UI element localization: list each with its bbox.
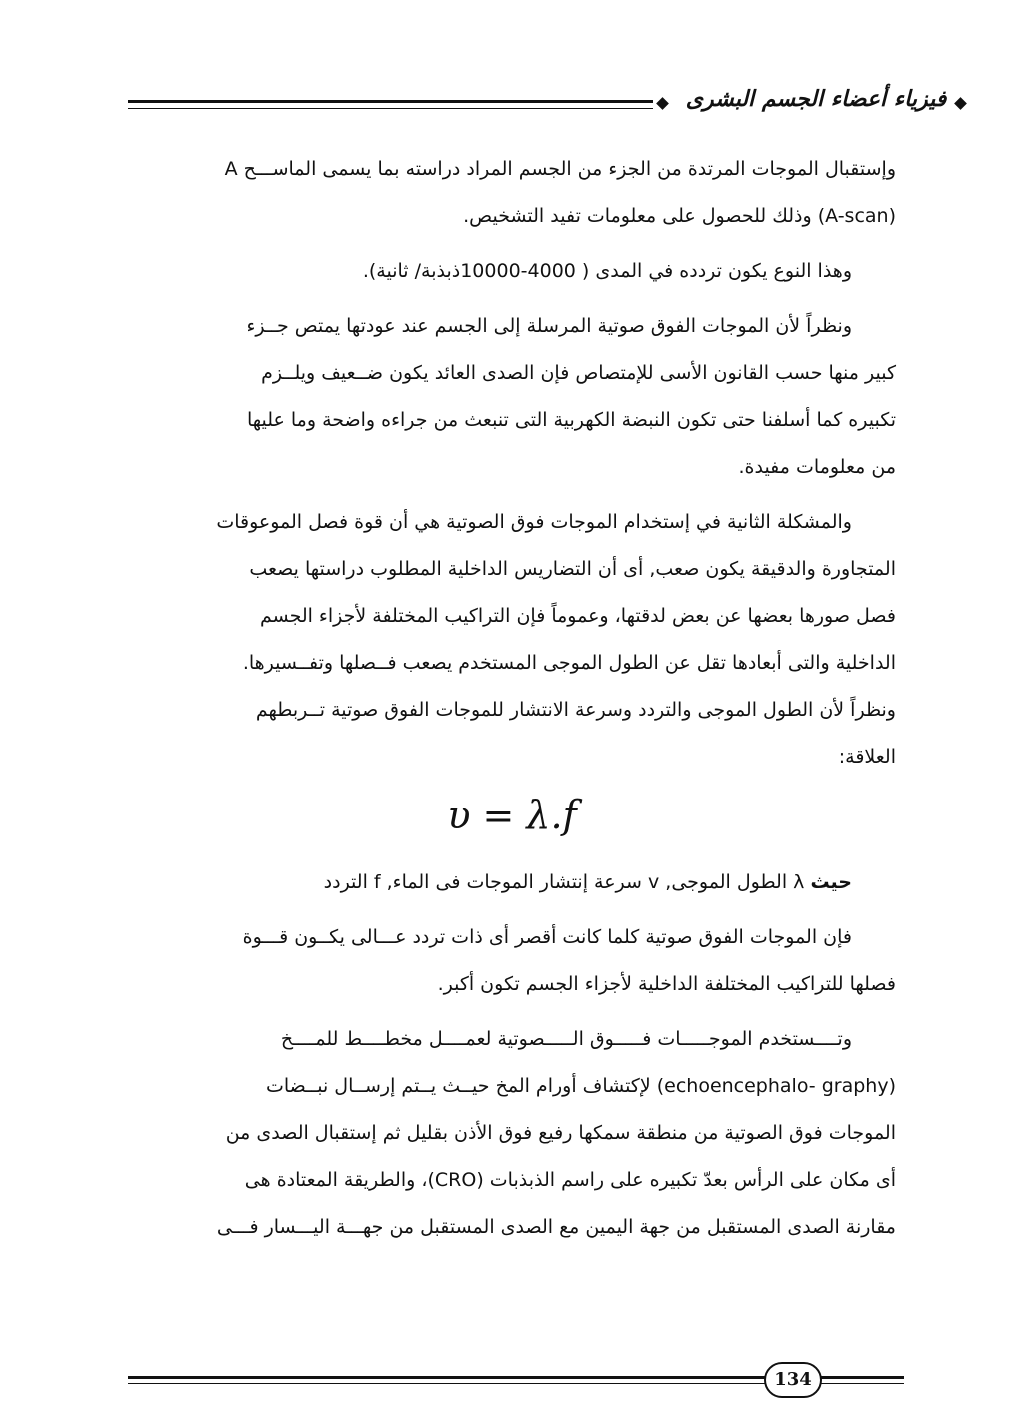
paragraph-line: ونظراً لأن الموجات الفوق صوتية المرسلة إلى الجسم عند عودتها يمتص جــزء <box>246 315 852 337</box>
page-number: 134 <box>764 1362 822 1398</box>
paragraph-line: فإن الموجات الفوق صوتية كلما كانت أقصر أى ذات تردد عـــالى يكــون قـــوة <box>242 926 852 948</box>
paragraph-line: وإستقبال الموجات المرتدة من الجزء من الجسم المراد دراسته بما يسمى الماســـح A <box>224 158 896 180</box>
paragraph-line: والمشكلة الثانية في إستخدام الموجات فوق الصوتية هي أن قوة فصل الموعوقات <box>216 511 852 533</box>
paragraph-line: المتجاورة والدقيقة يكون صعب, أى أن التضاريس الداخلية المطلوب دراستها يصعب <box>249 558 896 580</box>
paragraph-line: وتــــستخدم الموجـــــات فـــــوق الـــــصوتية لعمــــل مخطــــط للمــــخ <box>280 1028 852 1050</box>
paragraph-line: أى مكان على الرأس بعدّ تكبيره على راسم الذبذبات (CRO)، والطريقة المعتادة هى <box>244 1169 896 1191</box>
page-footer <box>128 1362 904 1412</box>
header-rule-left-thin <box>128 108 383 109</box>
header-rule-mid-thin <box>383 108 653 109</box>
paragraph-line: فصلها للتراكيب المختلفة الداخلية لأجزاء الجسم تكون أكبر. <box>437 973 896 995</box>
paragraph-line: (echoencephalo- graphy) لإكتشاف أورام المخ حيــث يــتم إرســال نبــضات <box>265 1075 896 1097</box>
definition-line <box>128 859 896 906</box>
paragraph-line: مقارنة الصدى المستقبل من جهة اليمين مع الصدى المستقبل من جهـــة اليـــسار فـــى <box>216 1216 896 1238</box>
paragraph-line: الداخلية والتى أبعادها تقل عن الطول الموجى المستخدم يصعب فــصلها وتفــسيرها. <box>242 652 896 674</box>
page-body <box>128 146 896 1251</box>
paragraph-line: ونظراً لأن الطول الموجى والتردد وسرعة الانتشار للموجات الفوق صوتية تــربطهم <box>255 699 896 721</box>
header-rule-left-thick <box>128 100 383 103</box>
paragraph-line: وهذا النوع يكون تردده في المدى ( 4000-10000ذبذبة/ ثانية). <box>362 260 852 282</box>
header-title: فيزياء أعضاء الجسم البشرى <box>685 86 947 112</box>
paragraph-line: تكبيره كما أسلفنا حتى تكون النبضة الكهربية التى تنبعث من جراءه واضحة وما عليها <box>246 409 896 431</box>
header-diamond-right <box>954 97 967 110</box>
formula: υ = λ.f <box>447 793 577 837</box>
paragraph-line: العلاقة: <box>838 746 896 768</box>
definition-text: λ الطول الموجى, v سرعة إنتشار الموجات فى الماء, f التردد <box>323 871 805 893</box>
header-rule-mid-thick <box>383 100 653 103</box>
paragraph-line: (A-scan) وذلك للحصول على معلومات تفيد التشخيص. <box>463 205 896 227</box>
definition-keyword: حيث <box>810 871 852 893</box>
paragraph-line: فصل صورها بعضها عن بعض لدقتها، وعموماً فإن التراكيب المختلفة لأجزاء الجسم <box>259 605 896 627</box>
paragraph-line: الموجات فوق الصوتية من منطقة سمكها رفيع فوق الأذن بقليل ثم إستقبال الصدى من <box>225 1122 896 1144</box>
page-header <box>128 82 947 122</box>
paragraph-line: كبير منها حسب القانون الأسى للإمتصاص فإن الصدى العائد يكون ضــعيف ويلــزم <box>261 362 896 384</box>
paragraph-line: من معلومات مفيدة. <box>738 456 896 478</box>
header-diamond-left <box>656 97 669 110</box>
